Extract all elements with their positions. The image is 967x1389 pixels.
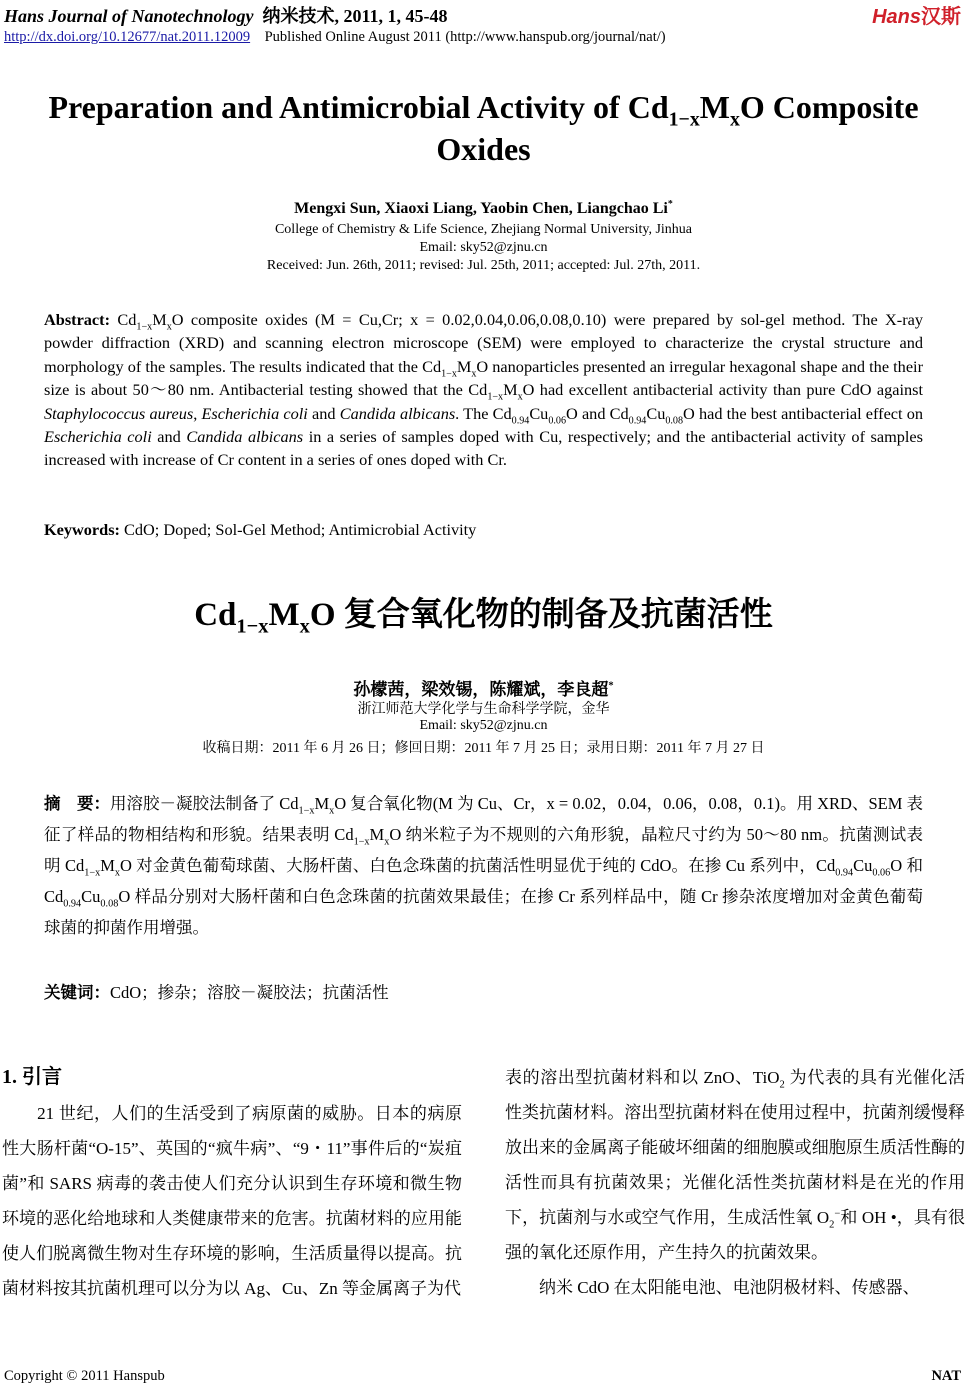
- text-segment: and: [151, 427, 187, 447]
- intro-right-column: [505, 1060, 965, 1305]
- abstract: [44, 308, 923, 472]
- text-segment: Cu: [646, 403, 666, 423]
- footer: [4, 1368, 961, 1385]
- text-segment: and: [307, 403, 340, 423]
- cn-keywords: [44, 977, 923, 1008]
- text-segment: x: [471, 368, 477, 380]
- text-segment: O nanoparticles presented an irregular hexagonal shape and the their size is about 50～80 nm. Antibacterial testing showed that the Cd: [44, 356, 923, 400]
- text-segment: M: [369, 825, 385, 844]
- text-segment: O 复合氧化物的制备及抗菌活性: [309, 597, 773, 633]
- text-segment: 关键词：: [44, 983, 110, 1002]
- text-segment: Cd: [194, 597, 237, 633]
- text-segment: Candida albicans: [186, 427, 304, 447]
- text-segment: 0.94: [628, 414, 647, 426]
- text-segment: M: [699, 89, 730, 125]
- text-segment: 1−x: [668, 108, 700, 131]
- affiliation: College of Chemistry & Life Science, Zhejiang Normal University, Jinhua: [274, 222, 693, 237]
- text-segment: Cu: [853, 856, 873, 875]
- text-segment: 1−x: [487, 391, 504, 403]
- intro-left-column: [2, 1096, 462, 1306]
- text-segment: M: [314, 794, 330, 813]
- text-segment: 摘 要：: [44, 794, 111, 813]
- journal-issue: 纳米技术, 2011, 1, 45-48: [262, 6, 448, 26]
- text-segment: 纳米 CdO 在太阳能电池、电池阴极材料、传感器、: [538, 1278, 920, 1297]
- text-segment: M: [456, 356, 472, 376]
- text-segment: 0.06: [548, 414, 566, 426]
- text-segment: x: [166, 321, 172, 333]
- doi-link[interactable]: http://dx.doi.org/10.12677/nat.2011.12009: [4, 29, 251, 45]
- text-segment: O 对金黄色葡萄球菌、大肠杆菌、白色念珠菌的抗菌活性明显优于纯的 CdO。在掺 Cu 系列中，Cd: [119, 856, 836, 875]
- text-segment: x: [329, 805, 335, 817]
- text-segment: 1−x: [84, 867, 101, 879]
- text-segment: O 复合氧化物(M 为 Cu、Cr，x = 0.02，0.04，0.06，0.08，0.1)。用 XRD、SEM 表征了样品的物相结构和形貌。结果表明 Cd: [44, 794, 924, 844]
- text-segment: 21 世纪，人们的生活受到了病原菌的威胁。日本的病原性大肠杆菌“O-15”、英国的“疯牛病”、“9・11”事件后的“炭疽菌”和 SARS 病毒的袭击使人们充分认识到生存环境和微生物环境的恶化给地球和人类健康带来的危害。抗菌材料的应用能使人们脱离微生物对生存环境的影响，生活质量得以提高。抗菌材料按其抗菌机理可以分为以 Ag、Cu、Zn 等金属离子为代: [2, 1104, 462, 1298]
- text-segment: 1−x: [353, 836, 370, 848]
- text-segment: 2: [829, 1219, 835, 1231]
- text-segment: Mengxi Sun, Xiaoxi Liang, Yaobin Chen, Liangchao Li: [294, 200, 668, 217]
- text-segment: 0.94: [63, 898, 82, 910]
- text-segment: Escherichia coli: [44, 427, 152, 447]
- paper-title: [40, 86, 927, 170]
- text-segment: Cu: [81, 887, 101, 906]
- text-segment: 0.06: [872, 867, 891, 879]
- text-segment: x: [299, 615, 310, 638]
- text-segment: Preparation and Antimicrobial Activity of Cd: [48, 89, 669, 125]
- text-segment: M: [152, 310, 167, 329]
- text-segment: Keywords:: [44, 520, 125, 539]
- section-heading: 1. 引言: [2, 1066, 62, 1088]
- text-segment: Candida albicans: [339, 403, 456, 423]
- text-segment: O composite oxides (M = Cu,Cr; x = 0.02,0.04,0.06,0.08,0.10) were prepared by sol-gel method. The X-ray powder diffraction (XRD) and scanning electron microscope (SEM) were employed to characterize the crystal structure and morphology of the samples. The results indicated that the Cd: [44, 310, 924, 376]
- text-segment: 0.08: [100, 898, 119, 910]
- text-segment: Cu: [529, 403, 549, 423]
- text-segment: 2: [779, 1079, 785, 1091]
- cn-dates: 收稿日期：2011 年 6 月 26 日；修回日期：2011 年 7 月 25 日；录用日期：2011 年 7 月 27 日: [202, 741, 765, 756]
- text-segment: in a series of samples doped with Cu, respectively; and the antibacterial activity of samples increased with increase of Cr content in a series of ones doped with Cr.: [44, 427, 923, 470]
- text-segment: Escherichia coli: [201, 403, 308, 423]
- doi-line: [4, 29, 666, 46]
- text-segment: *: [608, 680, 614, 692]
- journal-name: Hans Journal of Nanotechnology: [4, 6, 254, 26]
- cn-abstract: [44, 788, 923, 943]
- text-segment: 为代表的具有光催化活性类抗菌材料。溶出型抗菌材料在使用过程中，抗菌剂缓慢释放出来的金属离子能破坏细菌的细胞膜或细胞原生质活性酶的活性而具有抗菌效果；光催化活性类抗菌材料是在光的作用下，抗菌剂与水或空气作用，生成活性氧 O: [505, 1068, 965, 1227]
- journal-header: [4, 2, 448, 28]
- journal-abbr: NAT: [931, 1368, 961, 1384]
- text-segment: O had the best antibacterial effect on: [683, 403, 924, 423]
- cn-title: [0, 588, 967, 638]
- text-segment: 0.08: [665, 414, 684, 426]
- cn-authors: [0, 675, 967, 700]
- hans-logo: Hans汉斯: [872, 6, 961, 28]
- text-segment: O and Cd: [566, 403, 629, 423]
- text-segment: *: [667, 198, 673, 210]
- text-segment: M: [503, 380, 518, 400]
- text-segment: 1−x: [298, 805, 315, 817]
- text-segment: −: [834, 1208, 841, 1220]
- text-segment: 0.94: [511, 414, 530, 426]
- text-segment: Staphylococcus aureus: [44, 403, 194, 423]
- copyright: Copyright © 2011 Hanspub: [4, 1368, 165, 1384]
- text-segment: x: [114, 867, 120, 879]
- text-segment: 1−x: [441, 368, 457, 380]
- cn-email: Email: sky52@zjnu.cn: [419, 718, 548, 733]
- received-dates: Received: Jun. 26th, 2011; revised: Jul. 25th, 2011; accepted: Jul. 27th, 2011.: [266, 258, 701, 273]
- text-segment: x: [729, 108, 740, 131]
- text-segment: 1−x: [236, 615, 269, 638]
- text-segment: CdO; Doped; Sol-Gel Method; Antimicrobial Activity: [124, 520, 477, 539]
- keywords: [44, 518, 923, 541]
- text-segment: O 样品分别对大肠杆菌和白色念珠菌的抗菌效果最佳；在掺 Cr 系列样品中，随 Cr 掺杂浓度增加对金黄色葡萄球菌的抑菌作用增强。: [44, 887, 923, 937]
- text-segment: Cd: [117, 310, 137, 329]
- text-segment: M: [268, 597, 300, 633]
- text-segment: Abstract:: [44, 310, 118, 329]
- text-segment: x: [384, 836, 390, 848]
- text-segment: . The Cd: [455, 403, 512, 423]
- text-segment: O 纳米粒子为不规则的六角形貌，晶粒尺寸约为 50～80 nm。抗菌测试表明 Cd: [44, 825, 923, 875]
- text-segment: 0.94: [835, 867, 854, 879]
- email: Email: sky52@zjnu.cn: [419, 240, 548, 255]
- text-segment: O had excellent antibacterial activity than pure CdO against: [522, 380, 924, 400]
- text-segment: O Composite Oxides: [436, 89, 919, 167]
- text-segment: 表的溶出型抗菌材料和以 ZnO、TiO: [505, 1068, 780, 1087]
- text-segment: O 和 Cd: [44, 856, 923, 906]
- text-segment: ,: [193, 403, 202, 423]
- cn-affiliation: 浙江师范大学化学与生命科学学院，金华: [357, 702, 610, 717]
- text-segment: 用溶胶－凝胶法制备了 Cd: [110, 794, 299, 813]
- text-segment: 和 OH •，具有很强的氧化还原作用，产生持久的抗菌效果。: [505, 1208, 965, 1262]
- text-segment: M: [100, 856, 115, 875]
- text-segment: x: [517, 391, 523, 403]
- text-segment: 1−x: [136, 321, 153, 333]
- published-info: Published Online August 2011 (http://www.hanspub.org/journal/nat/): [264, 29, 666, 45]
- authors: [0, 200, 967, 218]
- text-segment: 孙檬茜，梁效锡，陈耀斌，李良超: [353, 680, 609, 699]
- text-segment: CdO；掺杂；溶胶－凝胶法；抗菌活性: [110, 983, 389, 1002]
